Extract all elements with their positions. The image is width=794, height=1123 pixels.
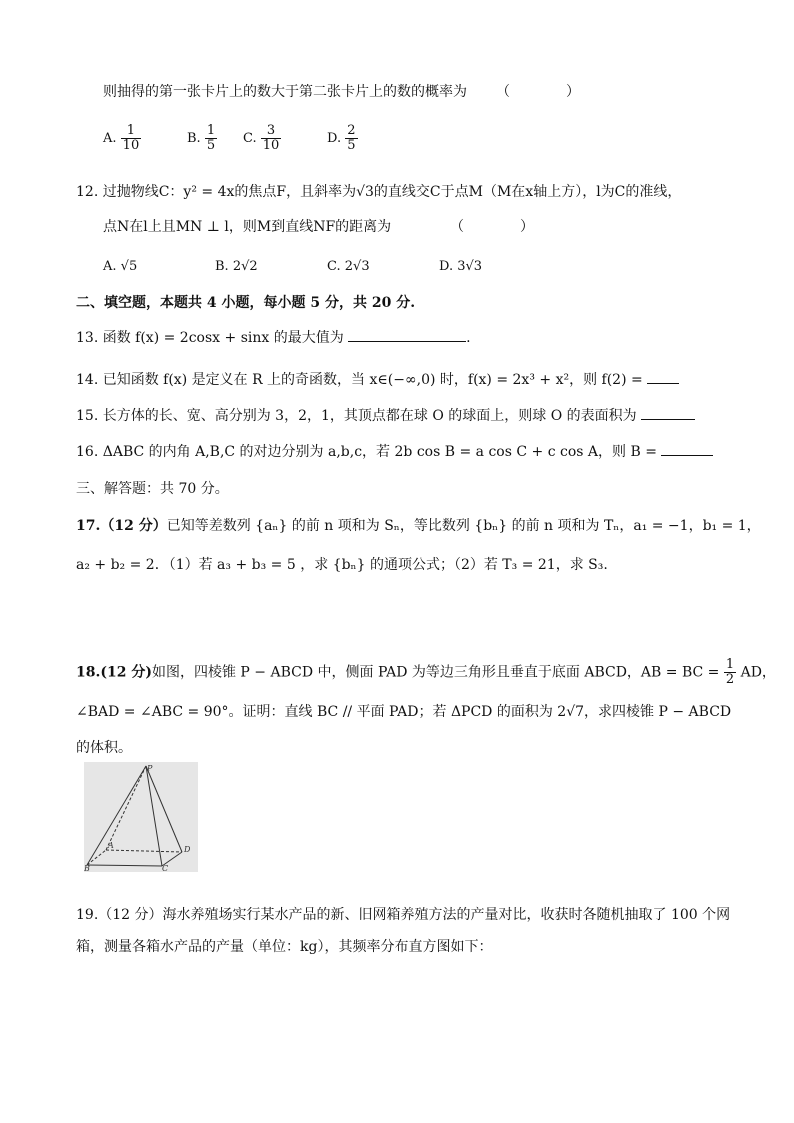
pyramid-diagram — [84, 762, 198, 872]
question-number: 12. — [76, 184, 99, 200]
q17-text-2: a₂ + b₂ = 2．（1）若 a₃ + b₃ = 5 ，求 {bₙ} 的通项公式；（2）若 T₃ = 21，求 S₃. — [76, 557, 608, 573]
q11-option-a — [103, 124, 141, 153]
label-d: D — [184, 845, 191, 854]
q11-option-b — [187, 124, 217, 153]
q17-line-2 — [76, 555, 608, 575]
q12-option-b — [215, 257, 258, 277]
numerator: 1 — [725, 657, 735, 672]
q17-text-1: 已知等差数列 {aₙ} 的前 n 项和为 Sₙ，等比数列 {bₙ} 的前 n 项和为 Tₙ，a₁ = −1，b₁ = 1， — [166, 518, 761, 534]
question-number: 15. — [76, 408, 99, 424]
edge-ad — [106, 850, 182, 852]
answer-blank — [641, 405, 695, 420]
pyramid-figure — [84, 762, 198, 872]
q15 — [76, 405, 695, 426]
q18-text-2: ∠BAD = ∠ABC = 90°。证明：直线 BC // 平面 PAD；若 ΔPCD 的面积为 2√7，求四棱锥 P − ABCD — [76, 704, 732, 720]
option-value: √5 — [120, 259, 138, 274]
option-label: D. — [439, 259, 454, 274]
q17-line-1 — [76, 516, 761, 536]
q15-text: 长方体的长、宽、高分别为 3，2，1，其顶点都在球 O 的球面上，则球 O 的表面积为 — [102, 408, 637, 424]
q19-line-1 — [76, 905, 730, 925]
q18-text-1a: 如图，四棱锥 P − ABCD 中，侧面 PAD 为等边三角形且垂直于底面 ABCD，AB = BC = — [151, 664, 720, 681]
q11-stem-text: 则抽得的第一张卡片上的数大于第二张卡片上的数的概率为 — [103, 84, 467, 100]
question-score: （12 分） — [98, 907, 163, 923]
numerator: 1 — [206, 123, 216, 138]
q18-text-3: 的体积。 — [76, 740, 132, 756]
option-label: B. — [187, 131, 201, 146]
section-2-heading: 二、填空题，本题共 4 小题，每小题 5 分，共 20 分. — [76, 295, 416, 311]
q12-option-c — [327, 257, 370, 277]
edge-pa — [106, 766, 146, 850]
question-number: 13. — [76, 330, 99, 346]
numerator: 1 — [121, 124, 142, 139]
option-label: B. — [215, 259, 229, 274]
answer-blank — [647, 369, 679, 384]
denominator: 5 — [206, 138, 216, 153]
fraction — [205, 124, 217, 153]
q18-line-1 — [76, 658, 776, 687]
question-number: 16. — [76, 444, 99, 460]
denominator: 10 — [262, 138, 280, 153]
fraction — [724, 658, 736, 687]
numerator: 2 — [347, 123, 356, 138]
q19-text-1: 海水养殖场实行某水产品的新、旧网箱养殖方法的产量对比，收获时各随机抽取了 100 个网 — [162, 907, 731, 923]
q12-line-2 — [103, 217, 391, 237]
q12-text-2: 点N在l上且MN ⊥ l，则M到直线NF的距离为 — [103, 219, 392, 235]
label-c: C — [162, 864, 169, 872]
q13-end: . — [466, 330, 471, 346]
question-number: 19. — [76, 907, 99, 923]
option-value: 2√3 — [344, 259, 370, 274]
option-label: C. — [327, 259, 341, 274]
denominator: 5 — [347, 138, 356, 153]
fraction — [345, 124, 357, 153]
option-value: 3√3 — [457, 259, 483, 274]
q16-text: ΔABC 的内角 A,B,C 的对边分别为 a,b,c，若 2b cos B = a cos C + c cos A，则 B = — [102, 444, 657, 460]
question-score: （12 分） — [100, 518, 167, 534]
label-b: B — [84, 864, 90, 872]
edge-bc — [87, 865, 162, 866]
q13-text: 函数 f(x) = 2cosx + sinx 的最大值为 — [102, 330, 344, 346]
numerator: 3 — [261, 124, 282, 139]
option-label: A. — [103, 259, 117, 274]
q18-line-2 — [76, 702, 731, 722]
q19-line-2 — [76, 937, 492, 957]
q11-stem-tail — [103, 82, 467, 102]
option-label: A. — [103, 131, 117, 146]
q12-option-a — [103, 257, 137, 277]
q11-option-d — [327, 124, 358, 153]
label-a: A — [108, 841, 114, 850]
q12-option-d — [439, 257, 482, 277]
q16 — [76, 441, 713, 462]
q11-answer-paren: （ ） — [496, 84, 580, 100]
edge-pd — [146, 766, 182, 852]
q14 — [76, 369, 679, 390]
q18-line-3 — [76, 738, 132, 758]
fraction — [261, 124, 282, 153]
fraction — [121, 124, 142, 153]
q12-line-1 — [76, 182, 681, 202]
q12-answer-paren: （ ） — [450, 219, 534, 235]
question-number: 18. — [76, 664, 101, 681]
label-p: P — [147, 764, 153, 773]
denominator: 2 — [725, 672, 735, 687]
answer-blank — [661, 441, 713, 456]
option-label: D. — [327, 131, 342, 146]
option-label: C. — [243, 131, 257, 146]
section-3-heading: 三、解答题：共 70 分。 — [76, 481, 229, 497]
answer-blank — [348, 327, 466, 342]
edge-ba — [87, 850, 106, 865]
question-number: 17. — [76, 518, 101, 534]
option-value: 2√2 — [232, 259, 258, 274]
question-number: 14. — [76, 372, 99, 388]
q19-text-2: 箱，测量各箱水产品的产量（单位：kg），其频率分布直方图如下： — [76, 939, 493, 955]
q13 — [76, 327, 471, 348]
question-score: (12 分) — [100, 664, 152, 681]
q11-option-c — [243, 124, 281, 153]
q18-text-1b: AD， — [740, 664, 776, 681]
q14-text: 已知函数 f(x) 是定义在 R 上的奇函数，当 x∈(−∞,0) 时，f(x) = 2x³ + x²，则 f(2) = — [102, 372, 643, 388]
q12-text-1: 过抛物线C：y² = 4x的焦点F，且斜率为√3的直线交C于点M（M在x轴上方），l为C的准线， — [102, 184, 682, 200]
denominator: 10 — [122, 138, 140, 153]
